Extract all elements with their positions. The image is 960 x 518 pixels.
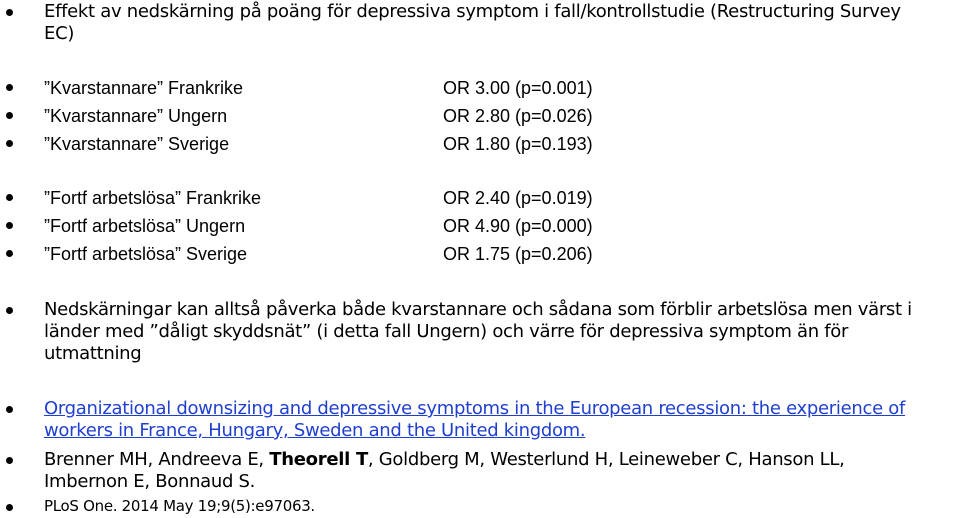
- bullet: [6, 307, 13, 314]
- bullet: [6, 140, 13, 147]
- bullet: [6, 9, 13, 16]
- result-label-6: ”Fortf arbetslösa” Sverige: [44, 244, 248, 264]
- reference-link-line-2[interactable]: workers in France, Hungary, Sweden and the United kingdom.: [44, 420, 586, 441]
- bullet: [6, 457, 13, 464]
- bullet: [6, 504, 13, 511]
- result-label-3: ”Kvarstannare” Sverige: [44, 134, 230, 154]
- conclusion-paragraph: [44, 299, 912, 365]
- authors-after: , Goldberg M, Westerlund H, Leineweber C, Hanson LL,: [367, 449, 845, 470]
- slide-title: [44, 1, 901, 45]
- result-or-4: OR 2.40 (p=0.019): [443, 188, 593, 208]
- reference-link-line-1[interactable]: Organizational downsizing and depressive symptoms in the European recession: the experience of: [44, 398, 906, 419]
- bullet: [6, 194, 13, 201]
- title-line-2: EC): [44, 23, 75, 44]
- result-or-1: OR 3.00 (p=0.001): [443, 78, 593, 98]
- result-or-2: OR 2.80 (p=0.026): [443, 106, 593, 126]
- bullet: [6, 84, 13, 91]
- result-label-1: ”Kvarstannare” Frankrike: [44, 78, 244, 98]
- bullet: [6, 112, 13, 119]
- result-or-5: OR 4.90 (p=0.000): [443, 216, 593, 236]
- conclusion-line-2: länder med ”dåligt skyddsnät” (i detta fall Ungern) och värre för depressiva symptom än för: [44, 321, 849, 342]
- authors-line-1: [44, 449, 845, 471]
- bullet: [6, 250, 13, 257]
- result-or-6: OR 1.75 (p=0.206): [443, 244, 593, 264]
- conclusion-line-3: utmattning: [44, 343, 142, 364]
- result-label-4: ”Fortf arbetslösa” Frankrike: [44, 188, 262, 208]
- result-label-2: ”Kvarstannare” Ungern: [44, 106, 228, 126]
- title-line-1: Effekt av nedskärning på poäng för depressiva symptom i fall/kontrollstudie (Restructuring Survey: [44, 1, 901, 22]
- bullet: [6, 406, 13, 413]
- reference-journal: PLoS One. 2014 May 19;9(5):e97063.: [44, 497, 315, 515]
- reference-authors: [44, 449, 845, 493]
- reference-link[interactable]: [44, 398, 905, 442]
- authors-highlight: Theorell T: [269, 449, 368, 470]
- conclusion-line-1: Nedskärningar kan alltså påverka både kvarstannare och sådana som förblir arbetslösa men värst i: [44, 299, 912, 320]
- bullet: [6, 222, 13, 229]
- authors-line-2: Imbernon E, Bonnaud S.: [44, 471, 256, 492]
- result-or-3: OR 1.80 (p=0.193): [443, 134, 593, 154]
- authors-before: Brenner MH, Andreeva E,: [44, 449, 270, 470]
- result-label-5: ”Fortf arbetslösa” Ungern: [44, 216, 246, 236]
